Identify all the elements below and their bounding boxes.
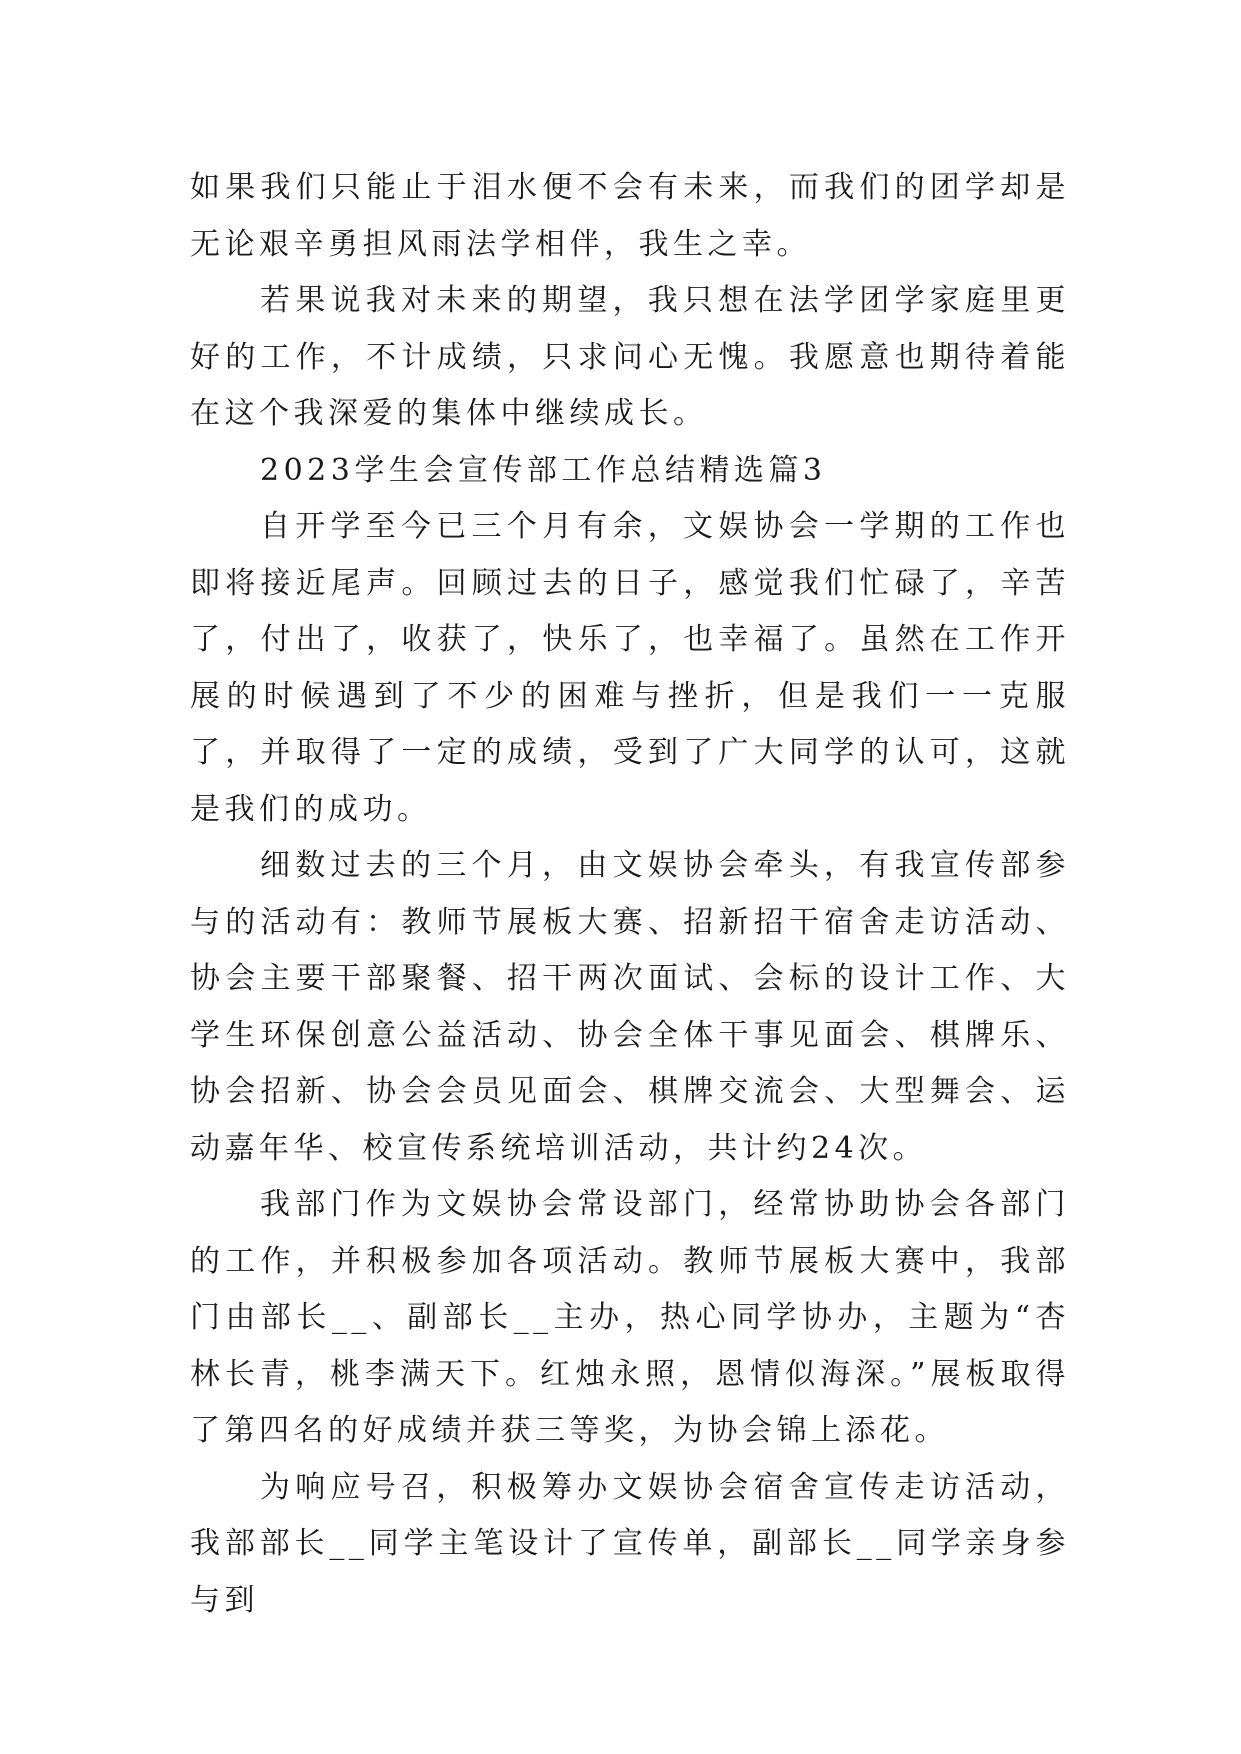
paragraph-continuation: 如果我们只能止于泪水便不会有未来，而我们的团学却是无论艰辛勇担风雨法学相伴，我生之幸。 xyxy=(190,170,1070,262)
section-heading: 2023学生会宣传部工作总结精选篇3 xyxy=(260,452,827,488)
paragraph-semester-review: 自开学至今已三个月有余，文娱协会一学期的工作也即将接近尾声。回顾过去的日子，感觉我们忙碌了，辛苦了，付出了，收获了，快乐了，也幸福了。虽然在工作开展的时候遇到了不少的困难与挫折，但是我们一一克服了，并取得了一定的成绩，受到了广大同学的认可，这就是我们的成功。 xyxy=(190,509,1070,827)
paragraph-activities-list: 细数过去的三个月，由文娱协会牵头，有我宣传部参与的活动有：教师节展板大赛、招新招干宿舍走访活动、协会主要干部聚餐、招干两次面试、会标的设计工作、大学生环保创意公益活动、协会全体干事见面会、棋牌乐、协会招新、协会会员见面会、棋牌交流会、大型舞会、运动嘉年华、校宣传系统培训活动，共计约24次。 xyxy=(190,848,1070,1166)
paragraph-future-hope: 若果说我对未来的期望，我只想在法学团学家庭里更好的工作，不计成绩，只求问心无愧。我愿意也期待着能在这个我深爱的集体中继续成长。 xyxy=(190,283,1070,431)
document-body xyxy=(190,160,1070,1629)
paragraph-dorm-visit: 为响应号召，积极筹办文娱协会宿舍宣传走访活动，我部部长__同学主笔设计了宣传单，副部长__同学亲身参与到 xyxy=(190,1469,1070,1618)
paragraph-department-work: 我部门作为文娱协会常设部门，经常协助协会各部门的工作，并积极参加各项活动。教师节展板大赛中，我部门由部长__、副部长__主办，热心同学协办，主题为“杏林长青，桃李满天下。红烛永照，恩情似海深。”展板取得了第四名的好成绩并获三等奖，为协会锦上添花。 xyxy=(190,1187,1070,1448)
